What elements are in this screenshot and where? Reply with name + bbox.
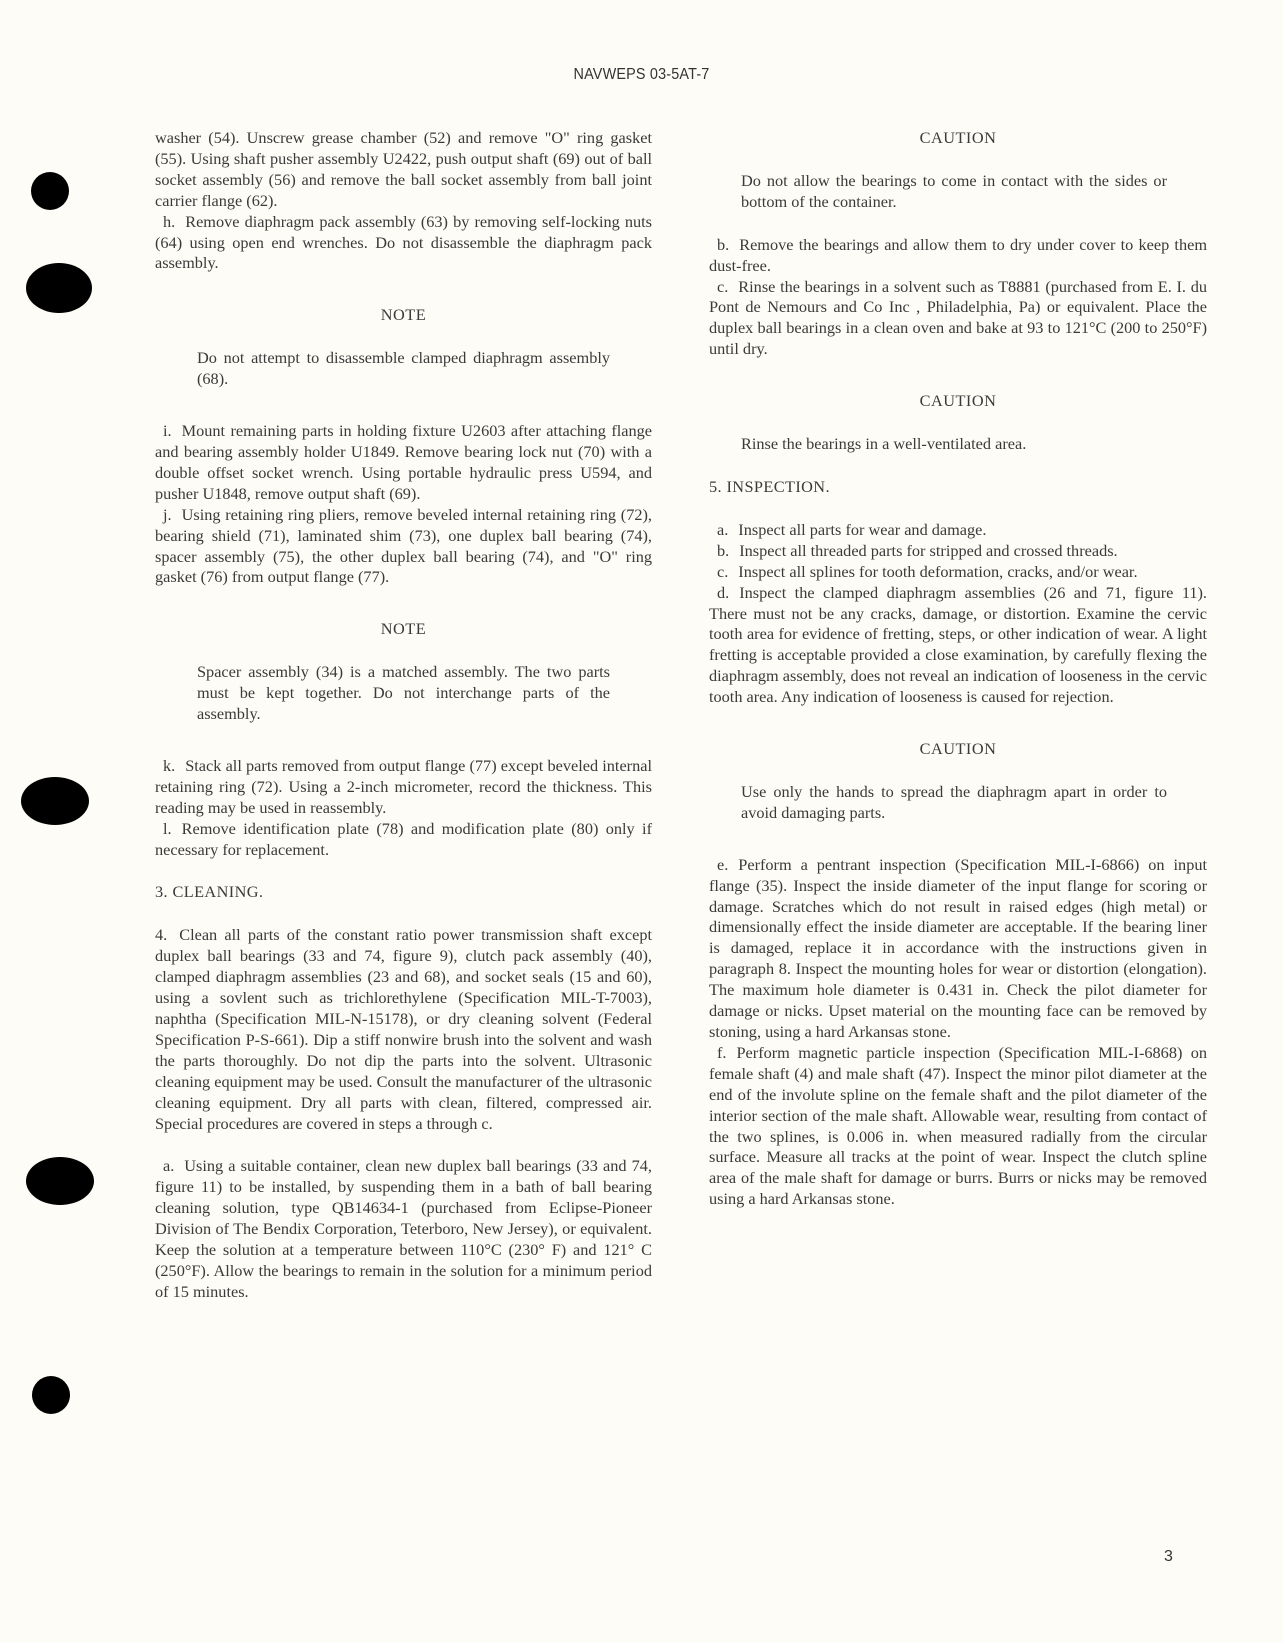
caution-body: Do not allow the bearings to come in contact with the sides or bottom of the container.	[741, 170, 1167, 211]
step-text: Mount remaining parts in holding fixture U2603 after attaching flange and bearing assembly holder U1849. Remove bearing lock nut (70) with a double offset socket wrench. Using portable hydraulic press U594, and pusher U1848, remove output shaft (69).	[155, 421, 652, 503]
inspection-step-b	[709, 541, 1207, 562]
step-b	[709, 235, 1207, 277]
step-h	[155, 212, 652, 275]
step-label: e.	[717, 854, 729, 874]
step-label: c.	[717, 561, 729, 581]
step-label: d.	[717, 582, 730, 602]
note-heading: NOTE	[380, 305, 427, 325]
caution-body: Rinse the bearings in a well-ventilated area.	[741, 434, 1027, 454]
step-text: Remove identification plate (78) and modification plate (80) only if necessary for replacement.	[155, 818, 652, 859]
step-l	[155, 819, 652, 861]
step-text: Perform a pentrant inspection (Specification MIL-I-6866) on input flange (35). Inspect the inside diameter of the input flange for scoring or damage. Scratches which do not result in raised edges (high metal) or dimensionally effect the inside diameter are acceptable. If the bearing liner is damaged, replace it in accordance with the instructions given in paragraph 8. Inspect the mounting holes for wear or distortion (elongation). The maximum hole diameter is 0.431 in. Check the pilot diameter for damage or nicks. Upset material on the mounting face can be removed by stoning, using a hard Arkansas stone.	[709, 854, 1207, 1041]
step-label: l.	[163, 818, 172, 838]
section-heading-cleaning: 3. CLEANING.	[155, 882, 264, 902]
punch-hole-3	[21, 777, 89, 825]
step-text: Perform magnetic particle inspection (Specification MIL-I-6868) on female shaft (4) and male shaft (47). Inspect the minor pilot diameter at the end of the involute spline on the female shaft and the pilot diameter of the interior section of the male shaft. Allowable wear, resulting from contact of the two splines, is 0.006 in. when measured radially from the circular surface. Measure all tracks at the point of wear. Inspect the clutch spline area of the male shaft for damage or burrs. Burrs or nicks may be removed using a hard Arkansas stone.	[709, 1042, 1207, 1209]
inspection-step-a	[709, 520, 1207, 541]
step-text: Stack all parts removed from output flange (77) except beveled internal retaining ring (72). Using a 2-inch micrometer, record the thickness. This reading may be used in reassembly.	[155, 755, 652, 817]
paragraph-4	[155, 925, 652, 1134]
step-label: h.	[163, 211, 176, 231]
caution-heading: CAUTION	[919, 128, 997, 147]
left-column	[155, 128, 652, 1303]
step-label: f.	[717, 1042, 727, 1062]
step-label: a.	[717, 519, 729, 539]
step-label: k.	[163, 755, 176, 775]
page-number: 3	[1164, 1548, 1173, 1565]
document-number-header: NAVWEPS 03-5AT-7	[573, 66, 710, 83]
step-text: Remove diaphragm pack assembly (63) by removing self-locking nuts (64) using open end wrenches. Do not disassemble the diaphragm pack assembly.	[155, 211, 652, 273]
paragraph-continuation: washer (54). Unscrew grease chamber (52) and remove "O" ring gasket (55). Using shaft pusher assembly U2422, push output shaft (69) out of ball socket assembly (56) and remove the ball socket assembly from ball joint carrier flange (62).	[155, 128, 652, 210]
step-text: Inspect the clamped diaphragm assemblies (26 and 71, figure 11). There must not be any cracks, damage, or distortion. Examine the cervic tooth area for evidence of fretting, steps, or other indication of wear. A light fretting is acceptable provided a close examination, by carefully flexing the diaphragm assembly, does not reveal an indication of looseness in the cervic tooth area. Any indication of looseness is caused for rejection.	[709, 582, 1207, 707]
punch-hole-5	[32, 1376, 70, 1414]
punch-hole-4	[26, 1157, 94, 1205]
step-i	[155, 421, 652, 505]
step-label: i.	[163, 421, 172, 441]
caution-heading: CAUTION	[919, 739, 997, 759]
caution-heading: CAUTION	[919, 391, 997, 411]
step-j	[155, 505, 652, 589]
paragraph-text: Clean all parts of the constant ratio power transmission shaft except duplex ball bearings (33 and 74, figure 9), clutch pack assembly (40), clamped diaphragm assemblies (23 and 68), and socket seals (15 and 60), using a sovlent such as trichlorethylene (Specification MIL-T-7003), naphtha (Specification MIL-N-15178), or dry cleaning solvent (Federal Specification P-S-661). Dip a stiff nonwire brush into the solvent and wash the parts thoroughly. Do not dip the parts into the solvent. Ultrasonic cleaning equipment may be used. Consult the manufacturer of the ultrasonic cleaning equipment. Dry all parts with clean, filtered, compressed air. Special procedures are covered in steps a through c.	[155, 925, 652, 1133]
inspection-step-c	[709, 562, 1207, 583]
inspection-step-e	[709, 855, 1207, 1043]
note-heading: NOTE	[380, 619, 427, 639]
step-c	[709, 277, 1207, 361]
punch-hole-2	[26, 263, 92, 313]
step-label: j.	[163, 504, 172, 524]
note-body: Spacer assembly (34) is a matched assembly. The two parts must be kept together. Do not interchange parts of the assembly.	[197, 662, 610, 724]
caution-body: Use only the hands to spread the diaphragm apart in order to avoid damaging parts.	[741, 781, 1167, 822]
step-text: Inspect all threaded parts for stripped and crossed threads.	[739, 540, 1118, 560]
note-body: Do not attempt to disassemble clamped diaphragm assembly (68).	[197, 348, 610, 389]
step-a	[155, 1156, 652, 1302]
step-text: Rinse the bearings in a solvent such as T8881 (purchased from E. I. du Pont de Nemours and Co Inc , Philadelphia, Pa) or equivalent. Place the duplex ball bearings in a clean oven and bake at 93 to 121°C (200 to 250°F) until dry.	[709, 276, 1207, 359]
punch-hole-1	[31, 172, 69, 210]
step-label: a.	[163, 1156, 175, 1176]
step-text: Using retaining ring pliers, remove beveled internal retaining ring (72), bearing shield (71), laminated shim (73), one duplex ball bearing (74), spacer assembly (75), the other duplex ball bearing (74), and "O" ring gasket (76) from output flange (77).	[155, 504, 652, 587]
section-heading-inspection: 5. INSPECTION.	[709, 476, 830, 496]
inspection-step-d	[709, 583, 1207, 708]
step-label: c.	[717, 276, 729, 296]
paragraph-label: 4.	[155, 925, 168, 945]
step-text: Using a suitable container, clean new duplex ball bearings (33 and 74, figure 11) to be installed, by suspending them in a bath of ball bearing cleaning solution, type QB14634-1 (purchased from Eclipse-Pioneer Division of The Bendix Corporation, Teterboro, New Jersey), or equivalent. Keep the solution at a temperature between 110°C (230° F) and 121° C (250°F). Allow the bearings to remain in the solution for a minimum period of 15 minutes.	[155, 1156, 652, 1301]
right-column	[709, 128, 1207, 1210]
step-text: Remove the bearings and allow them to dry under cover to keep them dust-free.	[709, 234, 1207, 275]
step-k	[155, 756, 652, 819]
inspection-step-f	[709, 1043, 1207, 1210]
step-label: b.	[717, 234, 730, 254]
step-label: b.	[717, 540, 730, 560]
step-text: Inspect all splines for tooth deformation, cracks, and/or wear.	[738, 561, 1138, 581]
step-text: Inspect all parts for wear and damage.	[738, 519, 987, 539]
